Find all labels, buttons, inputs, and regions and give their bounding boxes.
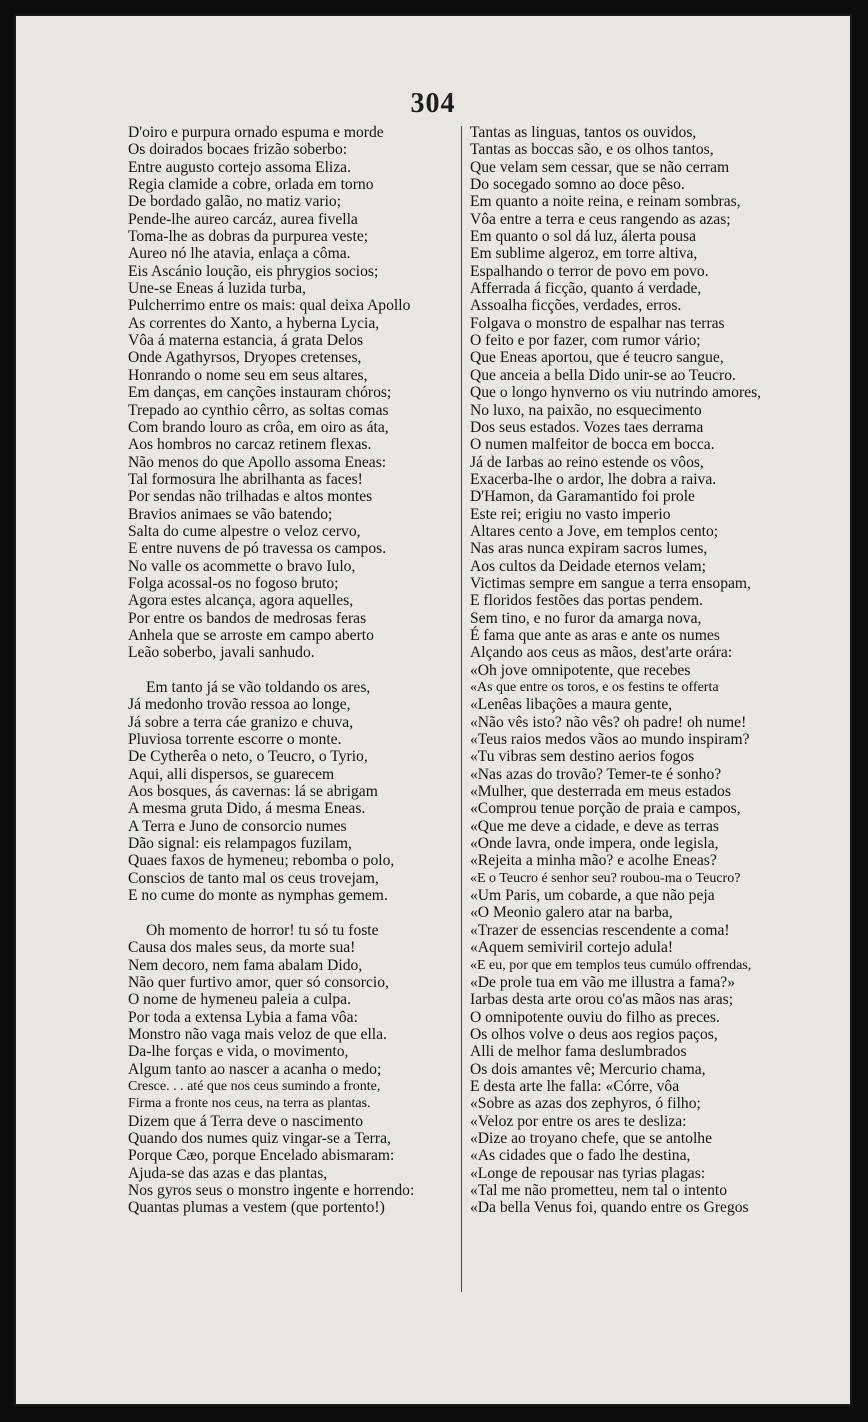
verse-line: Dos seus estados. Vozes taes derrama: [470, 418, 704, 436]
verse-line: Já sobre a terra cáe granizo e chuva,: [128, 713, 354, 731]
verse-line: Nem decoro, nem fama abalam Dido,: [128, 956, 363, 974]
verse-line: Vôa á materna estancia, á grata Delos: [128, 332, 364, 350]
verse-line: Ajuda-se das azas e das plantas,: [128, 1164, 328, 1182]
verse-line: Assoalha ficções, verdades, erros.: [470, 297, 682, 315]
verse-line: Tantas as boccas são, e os olhos tantos,: [470, 141, 714, 159]
verse-line: A mesma gruta Dido, á mesma Eneas.: [128, 800, 366, 818]
verse-line: «Tu vibras sem destino aerios fogos: [470, 748, 695, 766]
verse-line: Firma a fronte nos ceus, na terra as plantas.: [128, 1096, 371, 1112]
verse-line: «Um Paris, um cobarde, a que não peja: [470, 887, 715, 905]
verse-line: Alli de melhor fama deslumbrados: [470, 1043, 687, 1061]
verse-line: Que o longo hynverno os viu nutrindo amores,: [470, 384, 762, 402]
verse-line: «Nas azas do trovão? Temer-te é sonho?: [470, 765, 722, 783]
left-stanza-2-first-line: Em tanto já se vão toldando os ares,: [146, 679, 371, 696]
verse-line: Altares cento a Jove, em templos cento;: [470, 522, 719, 540]
verse-line: Folgava o monstro de espalhar nas terras: [470, 314, 725, 332]
left-column: [128, 124, 450, 1217]
verse-line: Entre augusto cortejo assoma Eliza.: [128, 158, 352, 176]
verse-line: Honrando o nome seu em seus altares,: [128, 366, 368, 384]
verse-line: Nas aras nunca expiram sacros lumes,: [470, 540, 708, 558]
verse-line: A Terra e Juno de consorcio numes: [128, 817, 347, 835]
verse-line: «Não vês isto? não vês? oh padre! oh nume!: [470, 713, 747, 731]
verse-line: Por entre os bandos de medrosas feras: [128, 609, 367, 627]
verse-line: Aos hombros no carcaz retinem flexas.: [128, 436, 372, 454]
verse-line: «Dize ao troyano chefe, que se antolhe: [470, 1129, 713, 1147]
verse-line: «Tal me não prometteu, nem tal o intento: [470, 1181, 727, 1199]
verse-line: Onde Agathyrsos, Dryopes cretenses,: [128, 349, 362, 367]
verse-line: Tantas as linguas, tantos os ouvidos,: [470, 124, 697, 141]
verse-line: Une-se Eneas á luzida turba,: [128, 280, 306, 298]
verse-line: «E o Teucro é senhor seu? roubou-ma o Teucro?: [470, 870, 741, 886]
verse-line: Conscios de tanto mal os ceus trovejam,: [128, 869, 379, 887]
verse-line: Já de Iarbas ao reino estende os vôos,: [470, 453, 704, 471]
verse-line: «De prole tua em vão me illustra a fama?»: [470, 973, 735, 991]
verse-line: Folga acossal-os no fogoso bruto;: [128, 574, 339, 592]
left-stanza-3: [128, 939, 450, 1217]
verse-line: No valle os acommette o bravo Iulo,: [128, 557, 356, 575]
verse-line: Cresce. . . até que nos ceus sumindo a fronte,: [128, 1078, 381, 1094]
verse-line: Que velam sem cessar, que se não cerram: [470, 158, 730, 176]
column-divider: [461, 126, 462, 1292]
verse-line: Agora estes alcança, agora aquelles,: [128, 592, 354, 610]
verse-line: D'oiro e purpura ornado espuma e morde: [128, 124, 384, 141]
verse-line: «As que entre os toros, e os festins te offerta: [470, 680, 719, 695]
verse-line: Tal formosura lhe abrilhanta as faces!: [128, 470, 363, 488]
verse-line: «E eu, por que em templos teus cumúlo offrendas,: [470, 957, 752, 973]
verse-line: Que anceia a bella Dido unir-se ao Teucro.: [470, 366, 736, 384]
verse-line: Os dois amantes vê; Mercurio chama,: [470, 1060, 706, 1078]
verse-line: Exacerba-lhe o ardor, lhe dobra a raiva.: [470, 470, 717, 488]
left-stanza-1: [128, 124, 450, 662]
verse-line: Eis Ascánio loução, eis phrygios socios;: [128, 262, 379, 280]
verse-line: Quantas plumas a vestem (que portento!): [128, 1199, 385, 1217]
left-stanza-2: [128, 696, 450, 904]
verse-line: As correntes do Xanto, a hyberna Lycia,: [128, 314, 380, 332]
verse-line: «Lenêas libações a maura gente,: [470, 696, 673, 714]
verse-line: Iarbas desta arte orou co'as mãos nas aras;: [470, 991, 734, 1009]
verse-line: Sem tino, e no furor da amarga nova,: [470, 609, 702, 627]
verse-line: Trepado ao cynthio cêrro, as soltas comas: [128, 401, 389, 419]
verse-line: «Mulher, que desterrada em meus estados: [470, 783, 731, 801]
verse-line: Quando dos numes quiz vingar-se a Terra,: [128, 1129, 391, 1147]
verse-line: «Comprou tenue porção de praia e campos,: [470, 800, 741, 818]
verse-line: Espalhando o terror de povo em povo.: [470, 262, 709, 280]
verse-line: «Sobre as azas dos zephyros, ó filho;: [470, 1095, 701, 1113]
verse-line: Salta do cume alpestre o veloz cervo,: [128, 522, 361, 540]
verse-line: Aos bosques, ás cavernas: lá se abrigam: [128, 783, 378, 801]
right-column: [470, 124, 806, 1217]
verse-line: Pluviosa torrente escorre o monte.: [128, 731, 342, 749]
verse-line: Já medonho trovão ressoa ao longe,: [128, 696, 351, 714]
page-number: 304: [410, 88, 456, 119]
verse-line: Não menos do que Apollo assoma Eneas:: [128, 453, 387, 471]
verse-line: E entre nuvens de pó travessa os campos.: [128, 540, 387, 558]
verse-line: E floridos festões das portas pendem.: [470, 592, 703, 610]
verse-line: Anhela que se arroste em campo aberto: [128, 626, 374, 644]
verse-line: Aqui, alli dispersos, se guarecem: [128, 765, 335, 783]
verse-line: «Rejeita a minha mão? e acolhe Eneas?: [470, 852, 717, 870]
verse-line: Toma-lhe as dobras da purpurea veste;: [128, 228, 369, 246]
verse-line: Pulcherrimo entre os mais: qual deixa Apollo: [128, 297, 411, 315]
verse-line: Este rei; erigiu no vasto imperio: [470, 505, 671, 523]
verse-line: Porque Cæo, porque Encelado abismaram:: [128, 1147, 395, 1165]
verse-line: Victimas sempre em sangue a terra ensopam,: [470, 574, 751, 592]
verse-line: Algum tanto ao nascer a acanha o medo;: [128, 1060, 382, 1078]
verse-line: Dão signal: eis relampagos fuzilam,: [128, 835, 352, 853]
verse-line: O omnipotente ouviu do filho as preces.: [470, 1008, 720, 1026]
verse-line: «As cidades que o fado lhe destina,: [470, 1147, 691, 1165]
verse-line: Com brando louro as crôa, em oiro as áta,: [128, 418, 389, 436]
verse-line: Da-lhe forças e vida, o movimento,: [128, 1043, 349, 1061]
verse-line: De Cytherêa o neto, o Teucro, o Tyrio,: [128, 748, 368, 766]
verse-line: D'Hamon, da Garamantido foi prole: [470, 488, 695, 506]
verse-line: Pende-lhe aureo carcáz, aurea fivella: [128, 210, 358, 228]
verse-line: Do socegado somno ao doce pêso.: [470, 176, 685, 194]
book-page: [14, 14, 852, 1406]
verse-line: «Trazer de essencias rescendente a coma!: [470, 921, 730, 939]
verse-line: Monstro não vaga mais veloz de que ella.: [128, 1025, 387, 1043]
verse-line: Por toda a extensa Lybia a fama vôa:: [128, 1008, 358, 1026]
verse-line: E desta arte lhe falla: «Córre, vôa: [470, 1077, 680, 1095]
verse-line: «Que me deve a cidade, e deve as terras: [470, 817, 719, 835]
verse-line: Quaes faxos de hymeneu; rebomba o polo,: [128, 852, 395, 870]
verse-line: No luxo, na paixão, no esquecimento: [470, 401, 702, 419]
verse-line: Nos gyros seus o monstro ingente e horrendo:: [128, 1181, 415, 1199]
verse-line: «Teus raios medos vãos ao mundo inspiram?: [470, 731, 750, 749]
verse-line: «Veloz por entre os ares te desliza:: [470, 1112, 687, 1130]
verse-line: De bordado galão, no matiz vario;: [128, 193, 342, 211]
verse-line: «O Meonio galero atar na barba,: [470, 904, 673, 922]
verse-line: Aureo nó lhe atavia, enlaça a côma.: [128, 245, 351, 263]
verse-line: E no cume do monte as nymphas gemem.: [128, 887, 388, 905]
verse-line: Bravios animaes se vão batendo;: [128, 505, 333, 523]
verse-line: «Oh jove omnipotente, que recebes: [470, 661, 691, 679]
verse-line: Afferrada á ficção, quanto á verdade,: [470, 280, 702, 298]
verse-line: Dizem que á Terra deve o nascimento: [128, 1112, 364, 1130]
verse-line: Em quanto o sol dá luz, álerta pousa: [470, 228, 697, 246]
verse-line: O nome de hymeneu paleia a culpa.: [128, 991, 351, 1009]
verse-line: «Aquem semiviril cortejo adula!: [470, 939, 674, 957]
verse-line: É fama que ante as aras e ante os numes: [470, 626, 720, 644]
left-stanza-3-first-line: Oh momento de horror! tu só tu foste: [146, 921, 379, 939]
verse-line: Em quanto a noite reina, e reinam sombras,: [470, 193, 741, 211]
right-stanza: [470, 124, 806, 1217]
verse-line: Não quer furtivo amor, quer só consorcio,: [128, 973, 389, 991]
verse-line: Aos cultos da Deidade eternos velam;: [470, 557, 707, 575]
verse-line: Vôa entre a terra e ceus rangendo as azas;: [470, 210, 731, 228]
verse-line: Regia clamide a cobre, orlada em torno: [128, 176, 374, 194]
verse-line: «Da bella Venus foi, quando entre os Gregos: [470, 1199, 749, 1217]
verse-line: Causa dos males seus, da morte sua!: [128, 939, 356, 957]
verse-line: Em sublime algeroz, em torre altiva,: [470, 245, 698, 263]
verse-line: Por sendas não trilhadas e altos montes: [128, 488, 373, 506]
verse-line: Que Eneas aportou, que é teucro sangue,: [470, 349, 724, 367]
verse-line: O numen malfeitor de bocca em bocca.: [470, 436, 715, 454]
verse-line: Alçando aos ceus as mãos, dest'arte orára:: [470, 644, 733, 662]
verse-line: «Onde lavra, onde impera, onde legisla,: [470, 835, 719, 853]
verse-line: Leão soberbo, javali sanhudo.: [128, 644, 315, 662]
verse-line: Os olhos volve o deus aos regios paços,: [470, 1025, 718, 1043]
verse-line: «Longe de repousar nas tyrias plagas:: [470, 1164, 706, 1182]
verse-line: Em danças, em canções instauram chóros;: [128, 384, 392, 402]
verse-line: Os doirados bocaes frizão soberbo:: [128, 141, 348, 159]
verse-line: O feito e por fazer, com rumor vário;: [470, 332, 701, 350]
